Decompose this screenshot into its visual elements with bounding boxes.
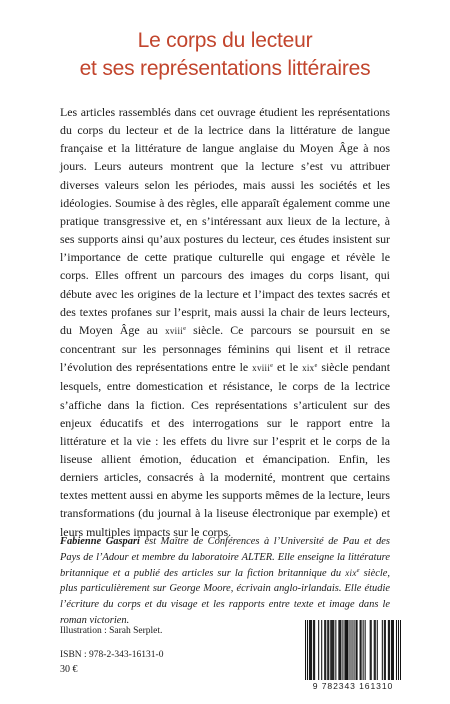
summary-text-4: siècle pendant lesquels, entre domestication et résistance, le corps de la lectrice s’affiche dans la fiction. Ces représentations s’articulent sur des enjeux éducatifs et des interrogations sur le rapport entre la littérature et la vie : les effets du livre sur l’esprit et le corps de la liseuse allient émotion, éducation et émancipation. Enfin, les derniers articles, consacrés à la modernité, montrent que certains textes mettent aussi en abyme les supports mêmes de la lecture, leurs transformations (du journal à la liseuse électronique par exemple) et leurs multiples impacts sur le corps.: [60, 360, 390, 539]
barcode-bar: [331, 620, 332, 680]
barcode-bar: [382, 620, 383, 680]
author-bio: [60, 534, 390, 629]
barcode-bar: [335, 620, 336, 680]
century-sup-3: e: [314, 362, 318, 370]
isbn: ISBN : 978-2-343-16131-0: [60, 650, 164, 660]
author-name: Fabienne Gaspari: [60, 536, 140, 547]
barcode-bar: [347, 620, 348, 680]
barcode-bar: [349, 620, 350, 680]
century-18: xviii: [165, 325, 184, 336]
title-line-2: et ses représentations littéraires: [79, 57, 371, 80]
bio-century-sup: e: [356, 566, 360, 574]
barcode-bar: [356, 620, 357, 680]
barcode-bar: [370, 620, 371, 680]
barcode-bar: [307, 620, 308, 680]
barcode-bar: [393, 620, 394, 680]
barcode-bar: [330, 620, 331, 680]
barcode-bar: [324, 620, 325, 680]
barcode-bar: [309, 620, 310, 680]
barcode-bar: [314, 620, 315, 680]
century-sup-1: e: [183, 324, 186, 332]
barcode-bar: [333, 620, 334, 680]
barcode-bar: [363, 620, 364, 680]
barcode-bar: [344, 620, 345, 680]
summary-text-2: siècle. Ce parcours se poursuit en se concentrant sur les personnages féminins qui lisent et il retrace l’évolution des représentations entre le: [60, 322, 390, 375]
barcode-bar: [385, 620, 386, 680]
barcode-bar: [305, 620, 306, 680]
barcode-bar: [339, 620, 340, 680]
barcode-bar: [357, 620, 358, 680]
barcode-bar: [318, 620, 319, 680]
century-19: xix: [302, 363, 315, 374]
bio-text-2: siècle, plus particulièrement sur George Moore, écrivain anglo-irlandais. Elle étudie l’écriture du corps et du visage et les rapports entre texte et image dans le roman victorien.: [60, 567, 390, 626]
barcode-bar: [346, 620, 347, 680]
barcode-bar: [340, 620, 341, 680]
barcode-bar: [361, 620, 362, 680]
barcode-bar: [328, 620, 329, 680]
summary-text-3: et le: [273, 360, 303, 375]
barcode-bar: [313, 620, 314, 680]
barcode-number: 9 782343 161310: [312, 681, 394, 691]
barcode-bar: [374, 620, 375, 680]
barcode-bar: [345, 620, 346, 680]
barcode-bar: [332, 620, 333, 680]
book-title: [0, 27, 450, 83]
century-18b: xviii: [252, 363, 271, 374]
barcode-bar: [342, 620, 343, 680]
barcode-bar: [365, 620, 366, 680]
bio-century: xix: [345, 567, 357, 578]
barcode-bar: [321, 620, 322, 680]
barcode-bar: [327, 620, 328, 680]
barcode-bar: [400, 620, 401, 680]
barcode-bar: [371, 620, 372, 680]
barcode-bar: [398, 620, 399, 680]
barcode-bar: [391, 620, 392, 680]
illustration-credit: Illustration : Sarah Serplet.: [60, 626, 163, 636]
barcode-bar: [392, 620, 393, 680]
price: 30 €: [60, 664, 78, 675]
barcode-bar: [338, 620, 339, 680]
barcode-bar: [325, 620, 326, 680]
barcode-bar: [310, 620, 311, 680]
bio-text-1: est Maître de Conférences à l’Université de Pau et des Pays de l’Adour et membre du laboratoire ALTER. Elle enseigne la littérature britannique et a publié des articles sur la fiction britannique du: [60, 536, 390, 579]
summary-paragraph: [60, 103, 390, 541]
barcode-bar: [389, 620, 390, 680]
century-sup-2: e: [270, 362, 274, 370]
barcode-bar: [351, 620, 352, 680]
barcode-bars: [305, 620, 401, 680]
barcode-bar: [311, 620, 312, 680]
barcode: [305, 620, 401, 694]
barcode-bar: [377, 620, 378, 680]
barcode-bar: [388, 620, 389, 680]
title-line-1: Le corps du lecteur: [137, 29, 313, 52]
summary-text-1: Les articles rassemblés dans cet ouvrage étudient les représentations du corps du lecteur et de la lectrice dans la littérature de langue française et la littérature de langue anglaise du Moyen Âge à nos jours. Leurs auteurs montrent que la lecture s’est vu attribuer diverses valeurs selon les périodes, mais aussi les sociétés et les idéologies. Soumise à des règles, elle apparaît également comme une pratique transgressive et, en s’intéressant aux lieux de la lecture, à ses supports ainsi qu’aux postures du lecteur, ces études insistent sur l’importance de cette pratique culturelle qui engage et révèle le corps. Elles offrent un parcours des images du corps lisant, qui débute avec les origines de la lecture et l’impact des textes sacrés et des textes profanes sur l’esprit, mais aussi la chair de leurs lecteurs, du Moyen Âge au: [60, 105, 390, 337]
barcode-bar: [360, 620, 361, 680]
barcode-bar: [396, 620, 397, 680]
barcode-bar: [384, 620, 385, 680]
barcode-bar: [375, 620, 376, 680]
barcode-bar: [354, 620, 355, 680]
